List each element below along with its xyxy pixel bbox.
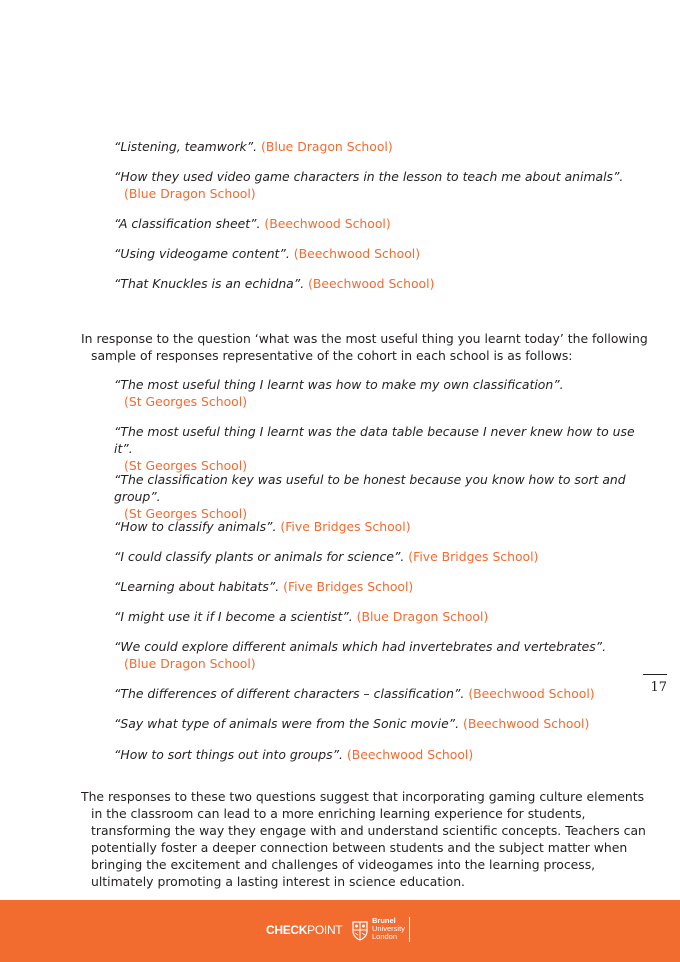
quote-item [114, 548, 649, 565]
quote-item [114, 715, 649, 732]
page-number: 17 [643, 674, 667, 695]
school-attribution: (Beechwood School) [468, 686, 595, 701]
quote-text: “The differences of different characters – classification”. [114, 686, 465, 701]
quote-text: “A classification sheet”. [114, 216, 261, 231]
school-attribution: (Beechwood School) [308, 276, 435, 291]
quote-text: “Listening, teamwork”. [114, 139, 258, 154]
quote-text: “That Knuckles is an echidna”. [114, 276, 305, 291]
quote-item [114, 518, 649, 535]
university-crest-icon [351, 919, 369, 941]
school-attribution: (Blue Dragon School) [124, 656, 256, 671]
quote-text: “I might use it if I become a scientist”. [114, 609, 353, 624]
quote-item [114, 168, 649, 202]
quote-item [114, 275, 649, 292]
school-attribution: (Beechwood School) [293, 246, 421, 261]
quote-item [114, 746, 649, 763]
school-attribution: (Five Bridges School) [408, 549, 539, 564]
quote-text: “The most useful thing I learnt was how to make my own classification”. [114, 377, 564, 392]
university-name-line2: University [372, 924, 405, 933]
quote-item [114, 638, 649, 672]
quote-item [114, 245, 649, 262]
quote-item [114, 215, 649, 232]
intro-paragraph: In response to the question ‘what was the most useful thing you learnt today’ the following sample of responses representative of the cohort in each school is as follows: [81, 331, 648, 363]
school-attribution: (Blue Dragon School) [124, 186, 256, 201]
quote-text: “The most useful thing I learnt was the data table because I never knew how to use it”. [114, 424, 635, 456]
footer-bar [0, 900, 680, 962]
quote-text: “Using videogame content”. [114, 246, 290, 261]
school-attribution: (Blue Dragon School) [356, 609, 489, 624]
quote-text: “How they used video game characters in the lesson to teach me about animals”. [114, 169, 624, 184]
checkpoint-logo [266, 923, 342, 937]
school-attribution: (Beechwood School) [463, 716, 590, 731]
quote-item [114, 376, 649, 410]
quote-text: “Say what type of animals were from the Sonic movie”. [114, 716, 460, 731]
school-attribution: (Blue Dragon School) [261, 139, 393, 154]
school-attribution: (St Georges School) [124, 506, 248, 521]
school-attribution: (St Georges School) [124, 458, 248, 473]
checkpoint-logo-light: POINT [307, 923, 343, 937]
school-attribution: (St Georges School) [124, 394, 248, 409]
conclusion-paragraph: The responses to these two questions suggest that incorporating gaming culture elements in the classroom can lead to a more enriching learning experience for students, transforming the way they engage with and understand scientific concepts. Teachers can potentially foster a deeper connection between students and the subject matter when bringing the excitement and challenges of videogames into the learning process, ultimately promoting a lasting interest in science education. [81, 789, 646, 889]
checkpoint-logo-bold: CHECK [266, 923, 308, 937]
quote-text: “The classification key was useful to be honest because you know how to sort and group”. [114, 472, 626, 504]
quote-text: “How to sort things out into groups”. [114, 747, 343, 762]
quote-text: “Learning about habitats”. [114, 579, 280, 594]
university-name-line3: London [372, 932, 398, 941]
quote-item [114, 423, 649, 474]
quote-item [114, 685, 649, 702]
school-attribution: (Beechwood School) [264, 216, 391, 231]
school-attribution: (Five Bridges School) [283, 579, 414, 594]
quote-item [114, 138, 649, 155]
school-attribution: (Beechwood School) [346, 747, 474, 762]
quote-item [114, 471, 649, 522]
university-name-line1: Brunel [372, 916, 396, 925]
quote-text: “I could classify plants or animals for science”. [114, 549, 405, 564]
university-logo-text [372, 917, 405, 941]
quote-text: “How to classify animals”. [114, 519, 277, 534]
quote-item [114, 578, 649, 595]
quote-text: “We could explore different animals which had invertebrates and vertebrates”. [114, 639, 607, 654]
school-attribution: (Five Bridges School) [280, 519, 411, 534]
quote-item [114, 608, 649, 625]
logo-divider [409, 917, 410, 942]
